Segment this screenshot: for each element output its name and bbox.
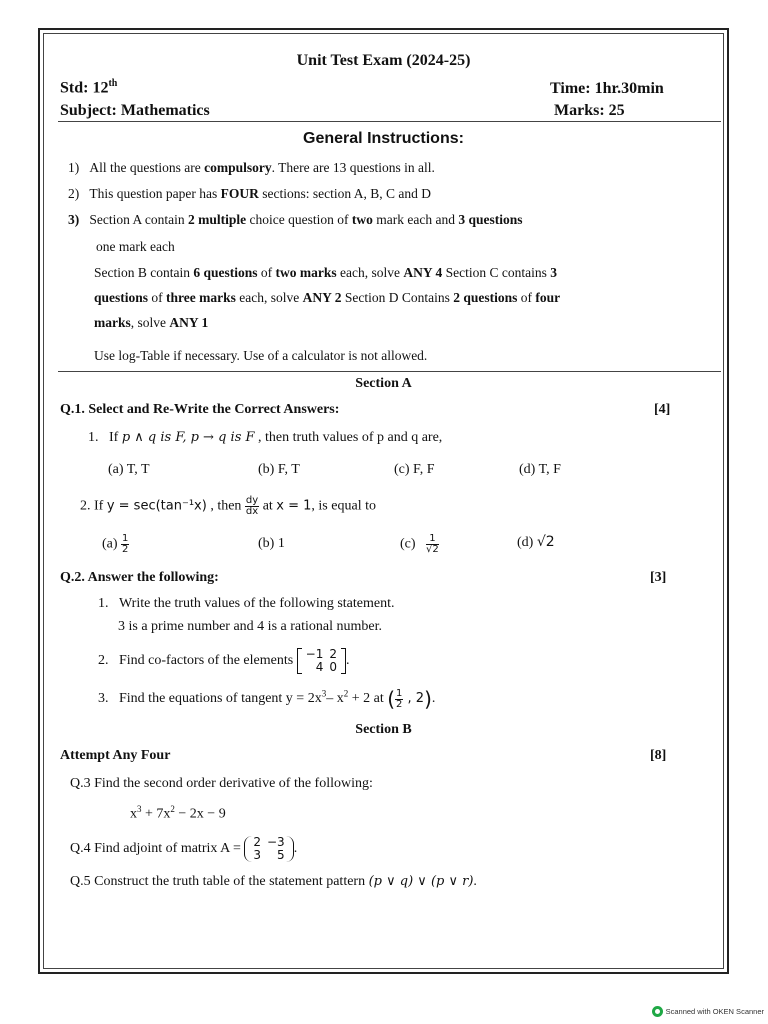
q4-matrix-table bbox=[250, 836, 287, 862]
b3-a: marks bbox=[94, 315, 131, 330]
instruction-2-text-a: This question paper has bbox=[89, 186, 221, 201]
q1-p1-math: p ∧ q is F, p → q is F bbox=[121, 430, 255, 445]
q1-p2-c-num: 1 bbox=[426, 534, 439, 545]
section-b-heading: Attempt Any Four bbox=[60, 748, 171, 763]
scanner-logo-icon bbox=[652, 1006, 663, 1017]
matrix-row bbox=[303, 661, 340, 674]
instruction-3-number: 3) bbox=[68, 212, 80, 227]
b2-c: three marks bbox=[166, 290, 236, 305]
b1-a: Section B contain bbox=[94, 265, 194, 280]
b2-f: Section D Contains bbox=[341, 290, 454, 305]
b3-b: , solve bbox=[130, 315, 170, 330]
std-text: Std: 12 bbox=[60, 79, 109, 97]
q1-p1-option-d: (d) T, F bbox=[519, 462, 561, 477]
q1-p2-a-num: 1 bbox=[122, 533, 129, 544]
q2-part-3 bbox=[98, 687, 435, 711]
matrix-cell: 5 bbox=[277, 848, 285, 862]
q5-label: Q.5 Construct the truth table of the statement pattern bbox=[70, 874, 369, 889]
instruction-2-bold: FOUR bbox=[220, 186, 259, 201]
q3-sup-1: 3 bbox=[137, 804, 142, 814]
instruction-b-line-2 bbox=[94, 290, 560, 306]
q1-p2-math: y = sec(tan⁻¹x) bbox=[106, 498, 207, 514]
instruction-2-text-b: sections: section A, B, C and D bbox=[258, 186, 431, 201]
q2-p2-matrix-table bbox=[303, 648, 340, 674]
matrix-cell: 0 bbox=[329, 660, 338, 674]
matrix-cell: 4 bbox=[315, 660, 324, 674]
q2-p3-num: 1 bbox=[396, 687, 403, 699]
b2-d: each, solve bbox=[235, 290, 303, 305]
q1-p2-a-den: 2 bbox=[122, 544, 129, 555]
q1-p1-rest: , then truth values of p and q are, bbox=[254, 430, 443, 445]
q1-p1-option-a: (a) T, T bbox=[108, 462, 150, 477]
b1-c: of bbox=[257, 265, 276, 280]
matrix-cell: 2 bbox=[253, 835, 261, 849]
q1-p2-c-label: (c) bbox=[400, 536, 416, 552]
b1-e: each, solve bbox=[336, 265, 404, 280]
q1-p2-x: x = 1 bbox=[276, 498, 312, 514]
q3-expr-c: − 2x − 9 bbox=[174, 806, 226, 822]
q1-p2-a-label: (a) bbox=[102, 536, 118, 552]
b1-b: 6 questions bbox=[193, 265, 258, 280]
q2-p3-mid: – x bbox=[326, 691, 344, 707]
q4-label: Q.4 Find adjoint of matrix A = bbox=[70, 841, 245, 857]
b1-h: 3 bbox=[550, 265, 557, 280]
q2-p3-end: + 2 at bbox=[348, 691, 388, 707]
q4-matrix bbox=[244, 836, 293, 862]
q3-sup-2: 2 bbox=[170, 804, 175, 814]
q2-p3-paren-open: ( bbox=[387, 687, 396, 711]
instruction-1-number: 1) bbox=[68, 160, 80, 175]
q1-p1-option-b: (b) F, T bbox=[258, 462, 300, 477]
q1-p2-option-c bbox=[400, 534, 439, 555]
q2-p3-point: , 2 bbox=[403, 691, 425, 707]
q2-p3-den: 2 bbox=[396, 698, 403, 710]
q3-expression bbox=[130, 804, 226, 823]
instruction-3-text-b: choice question of bbox=[246, 212, 352, 227]
matrix-cell: 2 bbox=[329, 647, 338, 661]
q4-text bbox=[70, 836, 297, 862]
instruction-3-bold-c: 3 questions bbox=[458, 212, 523, 227]
instruction-b-line-3 bbox=[94, 315, 208, 331]
matrix-row bbox=[250, 849, 287, 862]
scanner-watermark bbox=[652, 1006, 764, 1017]
q1-p2-c-frac bbox=[426, 534, 439, 555]
instruction-3-bold-a: 2 multiple bbox=[188, 212, 247, 227]
instruction-3 bbox=[68, 212, 523, 228]
q1-p2-c-den: √2 bbox=[426, 544, 439, 555]
b2-i: four bbox=[535, 290, 561, 305]
q3-expr-a: x bbox=[130, 806, 137, 822]
exam-title: Unit Test Exam (2024-25) bbox=[296, 52, 471, 69]
q1-p2-a-frac bbox=[121, 534, 129, 555]
matrix-cell: −3 bbox=[266, 835, 285, 849]
q1-p2-number: 2. bbox=[80, 498, 91, 514]
instruction-b-line-1 bbox=[94, 265, 557, 281]
q2-p3-text: Find the equations of tangent y = 2x bbox=[119, 691, 322, 707]
std-label bbox=[60, 78, 117, 97]
q1-p2-dx: dx bbox=[245, 506, 259, 517]
q2-p1-text: Write the truth values of the following statement. bbox=[119, 596, 395, 611]
instruction-1-bold: compulsory bbox=[204, 160, 272, 175]
q1-p2-rest: , is equal to bbox=[311, 498, 376, 514]
q1-part-2 bbox=[80, 496, 376, 517]
q1-p1-option-c: (c) F, F bbox=[394, 462, 435, 477]
q2-p2-number: 2. bbox=[98, 653, 109, 669]
q1-p2-d-label: (d) bbox=[517, 535, 534, 550]
q2-p2-matrix bbox=[297, 648, 346, 674]
matrix-cell: −1 bbox=[305, 647, 324, 661]
q1-part-1 bbox=[88, 430, 442, 446]
b1-f: ANY 4 bbox=[403, 265, 443, 280]
q2-p2-end: . bbox=[346, 653, 350, 669]
q2-p3-sup-1: 3 bbox=[321, 688, 327, 699]
q1-p2-option-a bbox=[102, 534, 129, 555]
header-divider bbox=[58, 121, 721, 122]
q2-p2-text: Find co-factors of the elements bbox=[119, 653, 297, 669]
q1-p2-at: at bbox=[259, 498, 277, 514]
b2-a: questions bbox=[94, 290, 149, 305]
instruction-3-line-2: one mark each bbox=[96, 239, 175, 254]
inner-border bbox=[43, 33, 724, 969]
q2-part-2 bbox=[98, 648, 350, 674]
q1-p2-if: If bbox=[90, 498, 107, 514]
q1-heading: Q.1. Select and Re-Write the Correct Answers: bbox=[60, 402, 340, 417]
section-b-marks: [8] bbox=[650, 748, 667, 763]
q1-p2-option-d bbox=[517, 534, 555, 551]
q5-end: . bbox=[473, 874, 477, 889]
instruction-1 bbox=[68, 160, 435, 176]
exam-page-border bbox=[38, 28, 729, 974]
q1-marks: [4] bbox=[654, 402, 671, 417]
q2-p3-number: 3. bbox=[98, 691, 109, 707]
instructions-divider bbox=[58, 371, 721, 372]
instruction-3-text-c: mark each and bbox=[372, 212, 459, 227]
q5-math: (p ∨ q) ∨ (p ∨ r) bbox=[368, 874, 474, 889]
instruction-2-number: 2) bbox=[68, 186, 80, 201]
q1-p1-if: If bbox=[109, 430, 122, 445]
q1-p2-then: , then bbox=[206, 498, 245, 514]
q4-end: . bbox=[293, 841, 298, 857]
q1-p2-d-value: √2 bbox=[536, 534, 555, 550]
matrix-cell: 3 bbox=[253, 848, 261, 862]
q1-p1-number: 1. bbox=[88, 430, 99, 445]
std-superscript: th bbox=[108, 78, 118, 89]
log-table-note: Use log-Table if necessary. Use of a calculator is not allowed. bbox=[94, 348, 428, 363]
q1-p2-derivative bbox=[245, 496, 259, 517]
marks-label: Marks: 25 bbox=[554, 102, 625, 119]
q2-p3-paren-close: ) bbox=[424, 687, 432, 711]
time-label: Time: 1hr.30min bbox=[550, 80, 664, 97]
q2-p1-number: 1. bbox=[98, 596, 109, 611]
q2-p1-statement: 3 is a prime number and 4 is a rational number. bbox=[118, 619, 382, 634]
instruction-3-text-a: Section A contain bbox=[89, 212, 188, 227]
b2-g: 2 questions bbox=[453, 290, 518, 305]
q3-expr-b: + 7x bbox=[141, 806, 171, 822]
general-instructions-heading: General Instructions: bbox=[303, 130, 464, 147]
q1-p2-option-b: (b) 1 bbox=[258, 536, 285, 551]
b2-h: of bbox=[517, 290, 536, 305]
q5-text bbox=[70, 874, 477, 890]
instruction-2 bbox=[68, 186, 431, 202]
b2-b: of bbox=[148, 290, 167, 305]
q2-part-1 bbox=[98, 596, 394, 612]
b3-c: ANY 1 bbox=[169, 315, 209, 330]
instruction-1-text-b: . There are 13 questions in all. bbox=[271, 160, 435, 175]
b1-d: two marks bbox=[275, 265, 337, 280]
q2-heading: Q.2. Answer the following: bbox=[60, 570, 219, 585]
section-b-title: Section B bbox=[355, 722, 412, 737]
q1-p2-dy: dy bbox=[245, 495, 259, 506]
scanner-text: Scanned with OKEN Scanner bbox=[665, 1007, 764, 1016]
q2-p3-dot: . bbox=[431, 691, 436, 707]
q2-marks: [3] bbox=[650, 570, 667, 585]
instruction-1-text-a: All the questions are bbox=[89, 160, 205, 175]
subject-label: Subject: Mathematics bbox=[60, 102, 210, 119]
instruction-3-bold-b: two bbox=[351, 212, 373, 227]
b1-g: Section C contains bbox=[442, 265, 551, 280]
section-a-title: Section A bbox=[355, 376, 412, 391]
b2-e: ANY 2 bbox=[302, 290, 342, 305]
q3-text: Q.3 Find the second order derivative of the following: bbox=[70, 776, 373, 791]
q2-p3-sup-2: 2 bbox=[343, 688, 349, 699]
